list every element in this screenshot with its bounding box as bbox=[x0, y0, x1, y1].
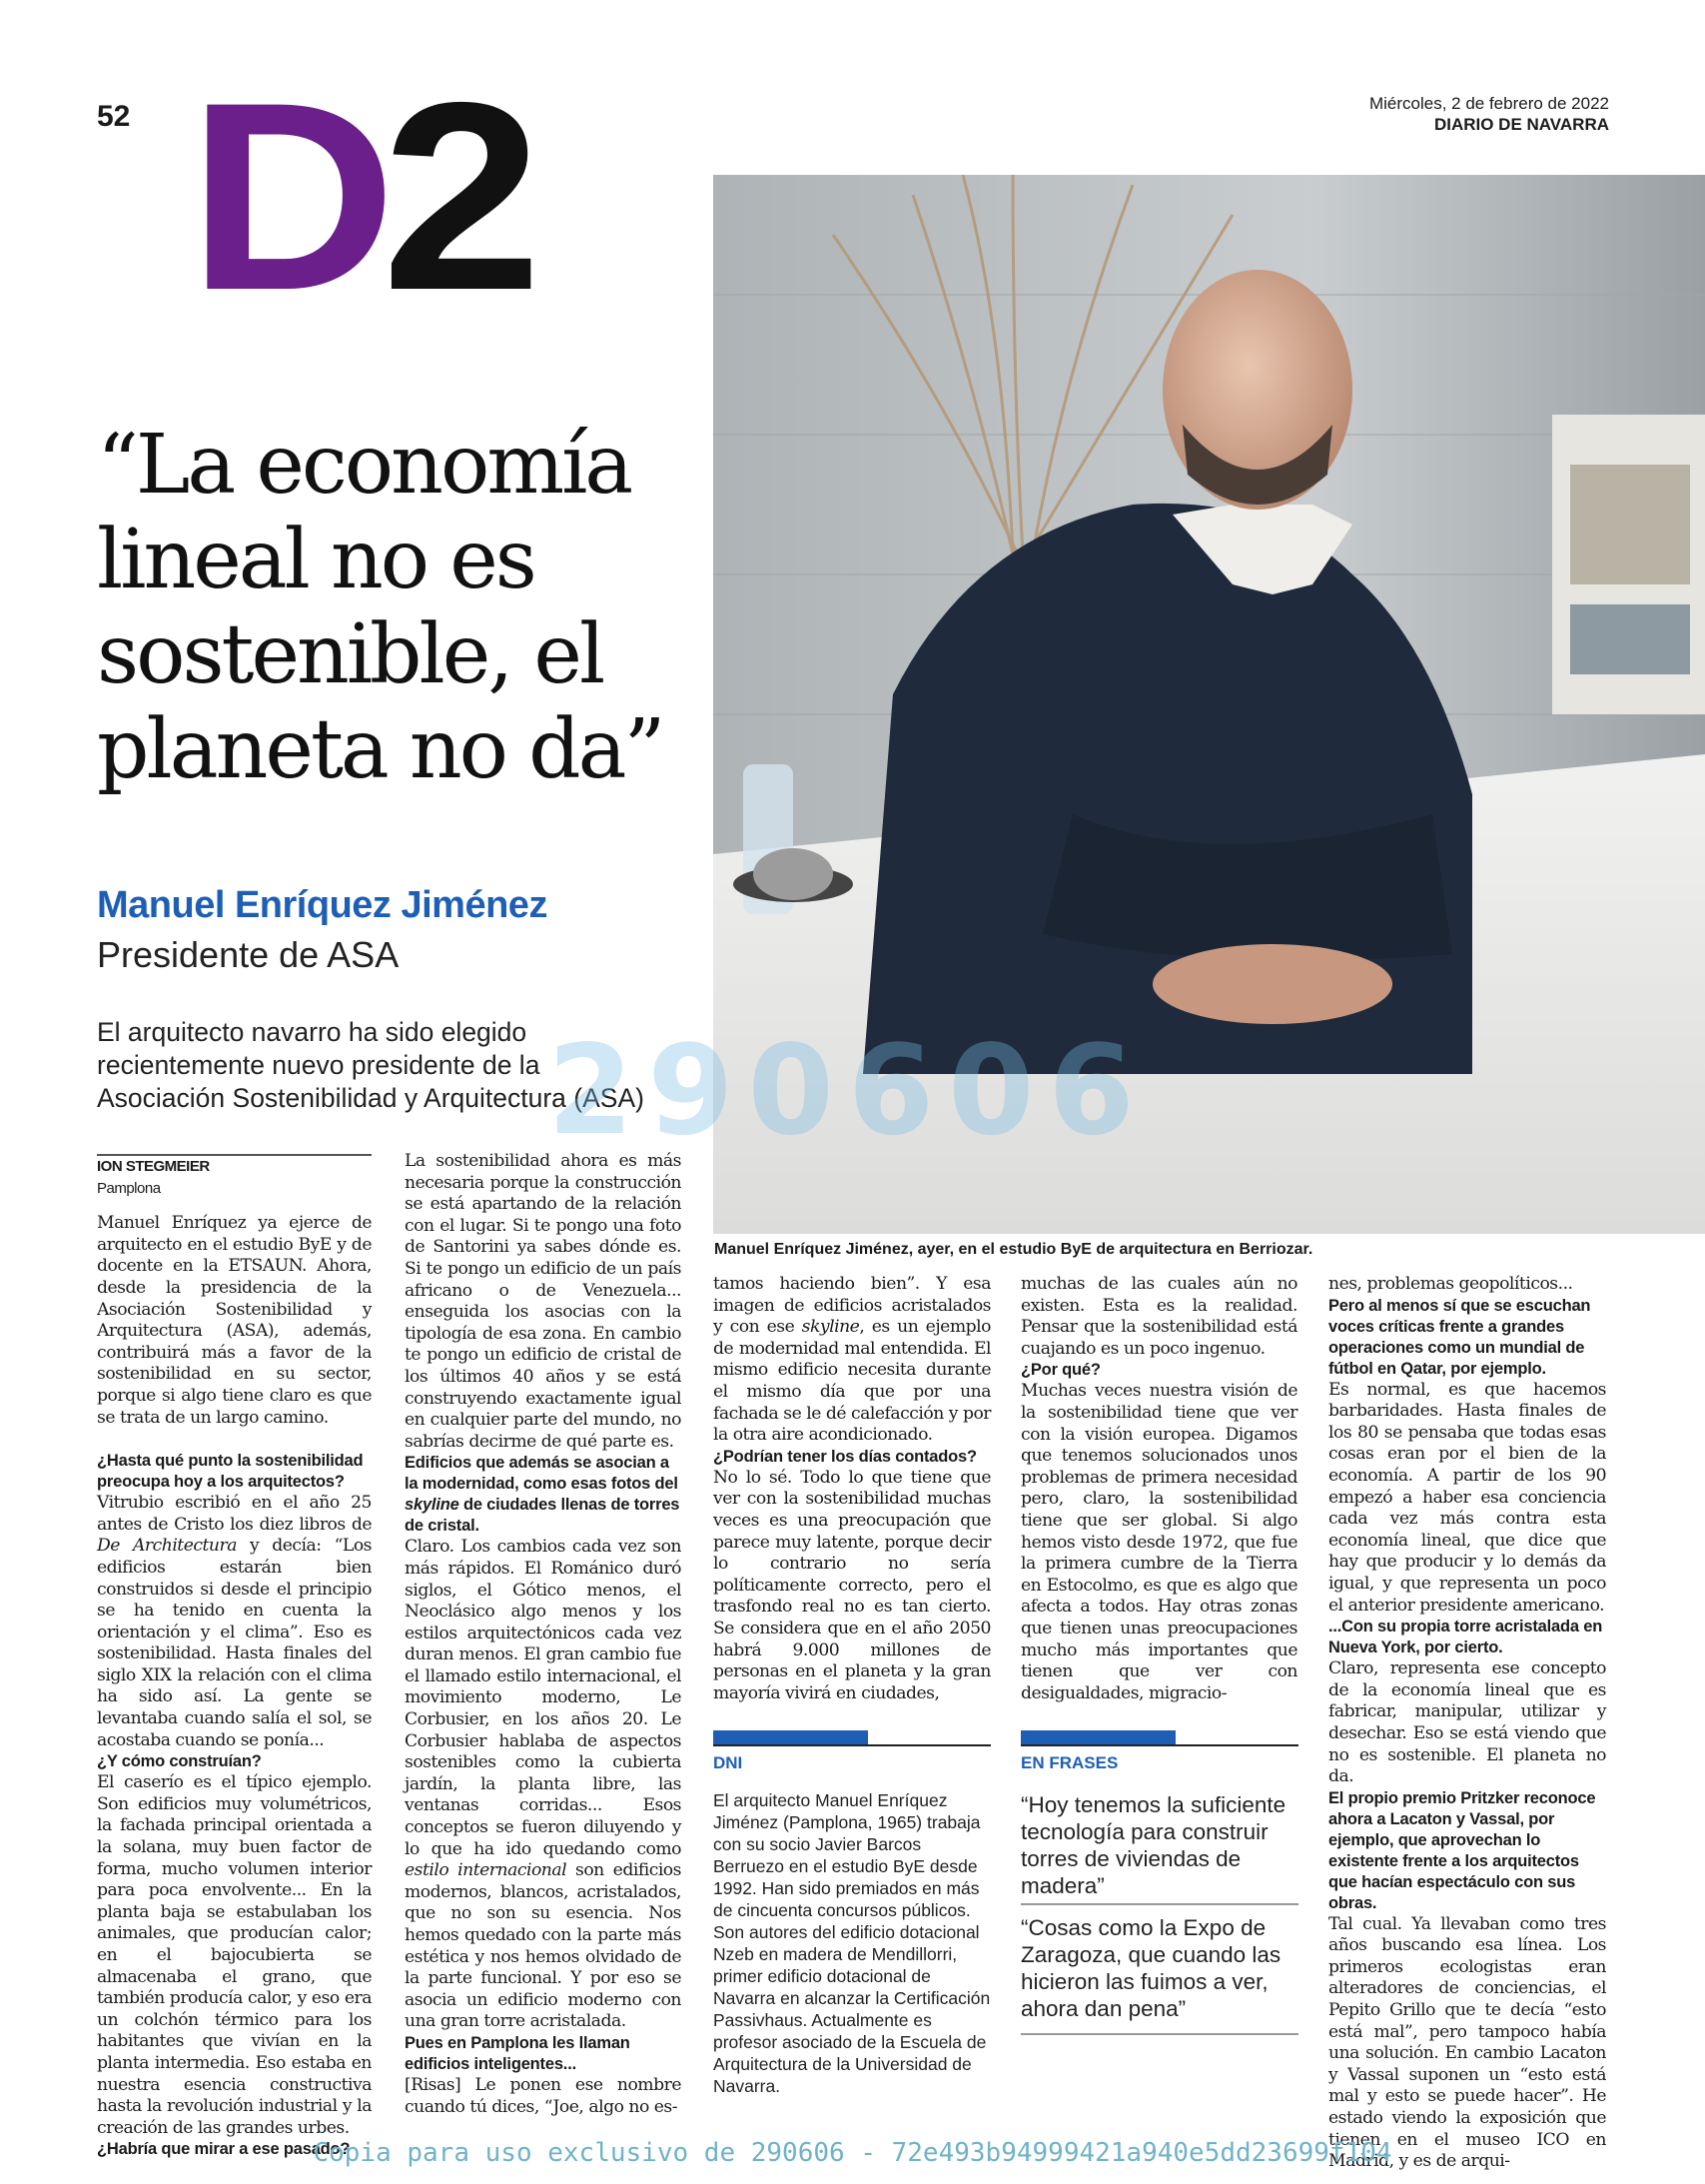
paragraph: nes, problemas geopolíticos... bbox=[1328, 1274, 1573, 1294]
byline-author: ION STEGMEIER bbox=[97, 1158, 210, 1175]
paragraph: Es normal, es que hacemos barbaridades. Hasta finales de los 80 se pensaba que todas esas cosas eran por el bien de la economía. A partir de los 90 empezó a haber esa conciencia cada vez más contra esta economía lineal, que dice que hay que producir y lo demás da igual, y que representa un poco el anterior presidente americano. bbox=[1328, 1379, 1606, 1616]
interview-question: Pues en Pamplona les llaman edificios inteligentes... bbox=[405, 2033, 630, 2073]
dni-title: DNI bbox=[713, 1753, 743, 1772]
paragraph: Tal cual. Ya llevaban como tres años buscando esa línea. Los primeros ecologistas eran alteradores de conciencias, el Pepito Grillo que te decía “esto está mal”, pero tampoco había una solución. En cambio Lacaton y Vassal suponen un “esto está mal y esto se puede hacer”. He estado viendo la exposición que tienen en el museo ICO en Madrid, y es de arqui- bbox=[1328, 1913, 1606, 2172]
article-column-3 bbox=[713, 1274, 991, 1704]
interview-question: ¿Por qué? bbox=[1021, 1361, 1101, 1380]
dni-text: El arquitecto Manuel Enríquez Jiménez (Pamplona, 1965) trabaja con su socio Javier Barcos Berruezo en el estudio ByE desde 1992. Han sido premiados en más de cincuenta concursos públicos. Son autores del edificio dotacional Nzeb en madera de Mendillorri, primer edificio dotacional de Navarra en alcanzar la Certificación Passivhaus. Actualmente es profesor asociado de la Escuela de Arquitectura de la Universidad de Navarra. bbox=[713, 1790, 991, 2096]
interview-question: Pero al menos sí que se escuchan voces críticas frente a grandes operaciones como un mundial de fútbol en Qatar, por ejemplo. bbox=[1328, 1296, 1591, 1378]
section-logo-d: D bbox=[188, 46, 382, 346]
article-column-4 bbox=[1021, 1274, 1297, 1704]
paragraph: [Risas] Le ponen ese nombre cuando tú dices, “Joe, algo no es- bbox=[405, 2074, 681, 2117]
interview-question: El propio premio Pritzker reconoce ahora a Lacaton y Vassal, por ejemplo, que aprovechan lo existente frente a los arquitectos que hacían espectáculo con sus obras. bbox=[1328, 1788, 1596, 1912]
paragraph: El caserío es el típico ejemplo. Son edificios muy volumétricos, la fachada principal orientada a la solana, muy buen factor de forma, mucho volumen interior para poca envolvente... En la planta baja se estabulaban los animales, que producían calor; en el bajocubierta se almacenaba el grano, que también producía calor, y eso era un colchón térmico para los habitantes que vivían en la planta intermedia. Eso estaba en nuestra esencia constructiva hasta la revolución industrial y la creación de las grandes urbes. bbox=[97, 1772, 372, 2138]
frases-title: EN FRASES bbox=[1021, 1753, 1119, 1772]
paragraph: La sostenibilidad ahora es más necesaria porque la construcción se está apartando de la relación con el lugar. Si te pongo una foto de Santorini ya sabes dónde es. Si te pongo un edificio de un país africano o de Venezuela... enseguida los asocias con la tipología de esa zona. En cambio te pongo un edificio de cristal de los últimos 40 años y se está construyendo exactamente igual en cualquier parte del mundo, no sabrías decirme de qué parte es. bbox=[405, 1151, 681, 1452]
interview-question: ¿Y cómo construían? bbox=[97, 1752, 262, 1771]
paragraph: Manuel Enríquez ya ejerce de arquitecto en el estudio ByE y de docente en la ETSAUN. Ahora, desde la presidencia de la Asociación Sostenibilidad y Arquitectura (ASA), además, contribuirá más a favor de la sostenibilidad en su sector, porque si algo tiene claro es que se trata de un largo camino. bbox=[97, 1213, 372, 1428]
quote-2: “Cosas como la Expo de Zaragoza, que cuando las hicieron las fuimos a ver, ahora dan pena” bbox=[1021, 1915, 1281, 2021]
interview-question: ¿Habría que mirar a ese pasado? bbox=[97, 2140, 351, 2159]
intro-text: El arquitecto navarro ha sido elegido recientemente nuevo presidente de la Asociación Sostenibilidad y Arquitectura (ASA) bbox=[97, 1017, 644, 1113]
article-column-5 bbox=[1328, 1274, 1606, 2173]
section-logo bbox=[188, 46, 527, 346]
dni-rule bbox=[713, 1744, 991, 1746]
article-column-2 bbox=[405, 1151, 681, 2118]
paragraph: Muchas veces nuestra visión de la sostenibilidad tiene que ver con la visión europea. Digamos que tenemos solucionados unos problemas de primera necesidad pero, claro, la sostenibilidad tiene que ser global. Si algo hemos visto desde 1972, que fue la primera cumbre de la Tierra en Estocolmo, es que es algo que afecta a todos. Hay otras zonas que tienen unas preocupaciones mucho más importantes que tienen que ver con desigualdades, migracio- bbox=[1021, 1381, 1297, 1703]
interview-question: Edificios que además se asocian a la modernidad, como esas fotos del skyline de ciudades llenas de torres de cristal. bbox=[405, 1454, 680, 1536]
interview-question: ¿Podrían tener los días contados? bbox=[713, 1447, 977, 1466]
section-logo-2: 2 bbox=[381, 46, 527, 346]
watermark: 290606 bbox=[547, 1019, 1149, 1163]
byline-place: Pamplona bbox=[97, 1179, 161, 1197]
paragraph: muchas de las cuales aún no existen. Esta es la realidad. Pensar que la sostenibilidad está cuajando es un poco ingenuo. bbox=[1021, 1274, 1297, 1359]
quote-separator bbox=[1021, 1903, 1298, 1905]
paragraph: Claro. Los cambios cada vez son más rápidos. El Románico duró siglos, el Gótico menos, el Neoclásico algo menos y los estilos arquitectónicos cada vez duran menos. El gran cambio fue el llamado estilo internacional, el movimiento moderno, Le Corbusier, en los años 20. Le Corbusier hablaba de aspectos sostenibles como la cubierta jardín, la planta libre, las ventanas corridas... Esos conceptos se fueron diluyendo y lo que ha ido quedando como estilo internacional son edificios modernos, blancos, acristalados, que no son su esencia. Nos hemos quedado con la parte más estética y nos hemos olvidado de la parte funcional. Y por eso se asocia un edificio moderno con una gran torre acristalada. bbox=[405, 1537, 681, 2032]
photo-caption: Manuel Enríquez Jiménez, ayer, en el estudio ByE de arquitectura en Berriozar. bbox=[714, 1241, 1313, 1258]
page-number: 52 bbox=[97, 100, 131, 133]
quote-separator bbox=[1021, 2033, 1298, 2035]
newspaper-name: DIARIO DE NAVARRA bbox=[1433, 115, 1609, 134]
paragraph: Vitrubio escribió en el año 25 antes de Cristo los diez libros de De Architectura y decía: “Los edificios estarán bien construidos si desde el principio se ha tenido en cuenta la orientación y el clima”. Eso es sostenibilidad. Hasta finales del siglo XIX la relación con el clima ha sido así. La gente se levantaba cuando salía el sol, se acostaba cuando se ponía... bbox=[97, 1493, 372, 1750]
issue-date: Miércoles, 2 de febrero de 2022 bbox=[1368, 94, 1609, 113]
paragraph: tamos haciendo bien”. Y esa imagen de edificios acristalados y con ese skyline, es un ejemplo de modernidad mal entendida. El mismo edificio necesita durante el mismo día que por una fachada se le dé calefacción y por la otra aire acondicionado. bbox=[713, 1274, 992, 1446]
interview-question: ...Con su propia torre acristalada en Nueva York, por cierto. bbox=[1328, 1618, 1603, 1657]
copy-footer: Copia para uso exclusivo de 290606 - 72e493b94999421a940e5dd23699f104 bbox=[313, 2138, 1392, 2168]
person-name: Manuel Enríquez Jiménez bbox=[97, 884, 547, 926]
article-column-1 bbox=[97, 1156, 372, 2160]
frases-rule bbox=[1021, 1744, 1298, 1746]
quote-1: “Hoy tenemos la suficiente tecnología para construir torres de viviendas de madera” bbox=[1021, 1792, 1286, 1898]
paragraph: No lo sé. Todo lo que tiene que ver con la sostenibilidad muchas veces es una preocupación que parece muy latente, porque decir lo contrario no sería políticamente correcto, pero el trasfondo real no es tan cierto. Se considera que en el año 2050 habrá 9.000 millones de personas en el planeta y la gran mayoría vivirá en ciudades, bbox=[713, 1467, 991, 1703]
person-role: Presidente de ASA bbox=[97, 934, 400, 975]
headline: “La economía lineal no es sostenible, el planeta no da” bbox=[97, 418, 663, 797]
paragraph: Claro, representa ese concepto de la economía lineal que es fabricar, manipular, utilizar y desechar. Eso se está viendo que no es sostenible. El planeta no da. bbox=[1328, 1658, 1606, 1787]
interview-question: ¿Hasta qué punto la sostenibilidad preocupa hoy a los arquitectos? bbox=[97, 1452, 364, 1492]
